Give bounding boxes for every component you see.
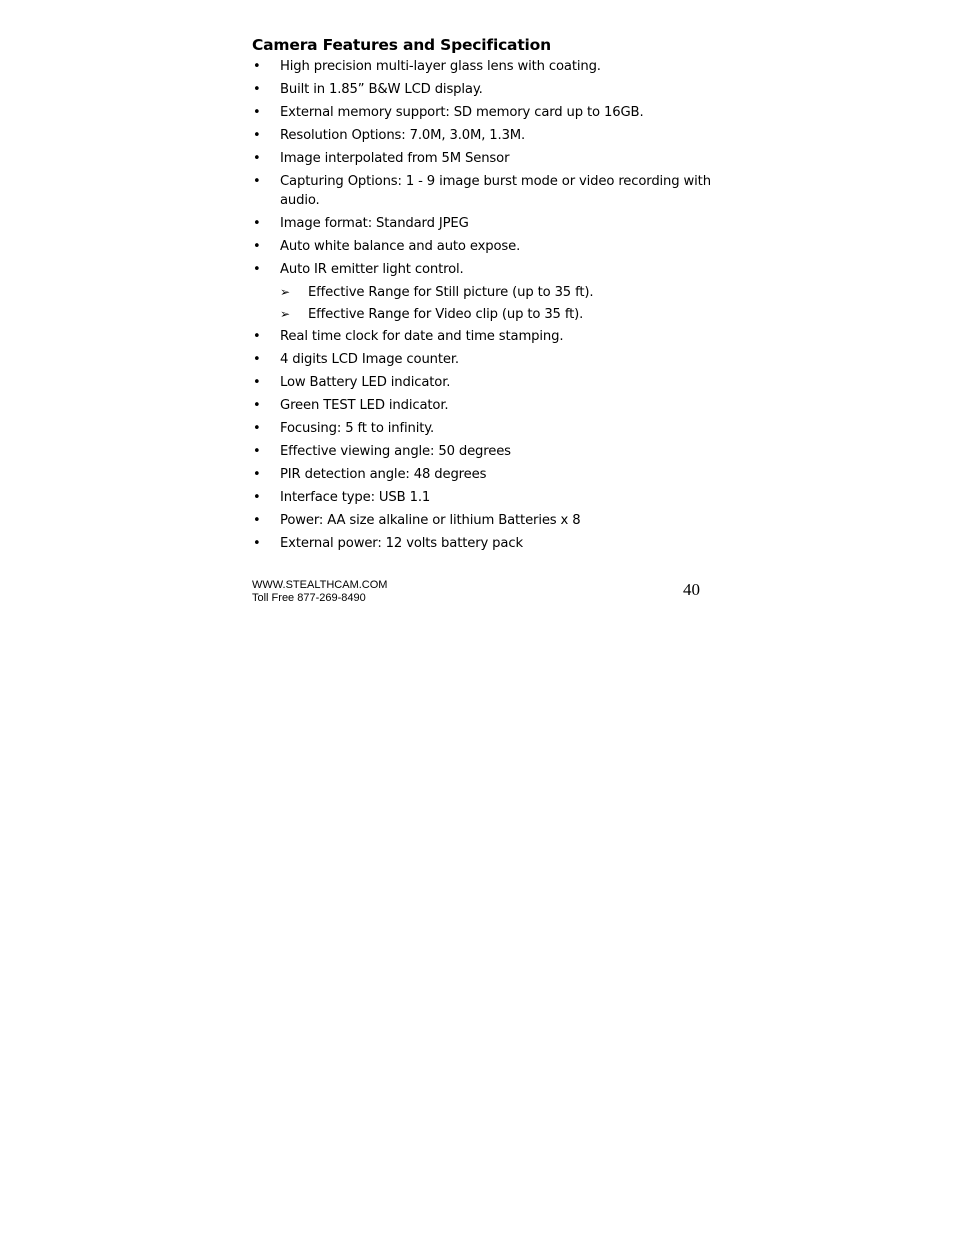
list-item-text: Auto white balance and auto expose.: [280, 239, 521, 254]
bullet-icon: •: [253, 329, 261, 344]
bullet-icon: •: [253, 151, 261, 166]
bullet-icon: •: [253, 398, 261, 413]
list-item: [252, 511, 712, 530]
list-item: [252, 126, 712, 145]
list-item: [252, 465, 712, 484]
footer-phone: Toll Free 877-269-8490: [252, 592, 366, 604]
list-item-text: Real time clock for date and time stamping.: [280, 329, 564, 344]
sub-list-item-text: Effective Range for Video clip (up to 35 ft).: [308, 307, 584, 322]
list-item: [252, 396, 712, 415]
list-item-text: Effective viewing angle: 50 degrees: [280, 444, 511, 459]
list-item-text: Green TEST LED indicator.: [280, 398, 449, 413]
sub-list-item: [252, 283, 712, 302]
bullet-icon: •: [253, 490, 261, 505]
spec-list: [252, 57, 712, 553]
list-item: [252, 260, 712, 279]
list-item: [252, 373, 712, 392]
list-item-text: Resolution Options: 7.0M, 3.0M, 1.3M.: [280, 128, 526, 143]
list-item-text: Image interpolated from 5M Sensor: [280, 151, 510, 166]
list-item: [252, 57, 712, 76]
bullet-icon: •: [253, 82, 261, 97]
footer-website: WWW.STEALTHCAM.COM: [252, 579, 388, 591]
bullet-icon: •: [253, 128, 261, 143]
list-item: [252, 442, 712, 461]
bullet-icon: •: [253, 536, 261, 551]
bullet-icon: •: [253, 174, 261, 189]
list-item-text: Focusing: 5 ft to infinity.: [280, 421, 435, 436]
list-item-text: External power: 12 volts battery pack: [280, 536, 523, 551]
list-item-text: PIR detection angle: 48 degrees: [280, 467, 487, 482]
list-item-text: External memory support: SD memory card up to 16GB.: [280, 105, 644, 120]
list-item: [252, 534, 712, 553]
list-item: [252, 488, 712, 507]
list-item-text: High precision multi-layer glass lens with coating.: [280, 59, 601, 74]
bullet-icon: •: [253, 239, 261, 254]
sub-list-item: [252, 305, 712, 324]
list-item-text: Built in 1.85” B&W LCD display.: [280, 82, 483, 97]
bullet-icon: •: [253, 262, 261, 277]
page-number: 40: [683, 580, 700, 599]
list-item: [252, 80, 712, 99]
list-item-text: Power: AA size alkaline or lithium Batteries x 8: [280, 513, 581, 528]
list-item: [252, 419, 712, 438]
bullet-icon: •: [253, 421, 261, 436]
list-item-text: 4 digits LCD Image counter.: [280, 352, 459, 367]
bullet-icon: •: [253, 513, 261, 528]
bullet-icon: •: [253, 444, 261, 459]
list-item-text: Auto IR emitter light control.: [280, 262, 464, 277]
arrow-bullet-icon: ➢: [280, 285, 290, 299]
list-item: [252, 350, 712, 369]
list-item-text: Interface type: USB 1.1: [280, 490, 431, 505]
list-item: [252, 149, 712, 168]
section-title: Camera Features and Specification: [252, 36, 551, 54]
list-item: [252, 327, 712, 346]
sub-list-item-text: Effective Range for Still picture (up to 35 ft).: [308, 285, 594, 300]
bullet-icon: •: [253, 467, 261, 482]
arrow-bullet-icon: ➢: [280, 307, 290, 321]
list-item-text: Low Battery LED indicator.: [280, 375, 451, 390]
bullet-icon: •: [253, 105, 261, 120]
list-item: [252, 237, 712, 256]
list-item: [252, 172, 712, 210]
list-item-text: Image format: Standard JPEG: [280, 216, 469, 231]
list-item: [252, 214, 712, 233]
list-item: [252, 103, 712, 122]
bullet-icon: •: [253, 352, 261, 367]
bullet-icon: •: [253, 59, 261, 74]
page-content: [252, 34, 712, 557]
bullet-icon: •: [253, 216, 261, 231]
bullet-icon: •: [253, 375, 261, 390]
list-item-text: Capturing Options: 1 - 9 image burst mode or video recording with audio.: [280, 174, 711, 208]
